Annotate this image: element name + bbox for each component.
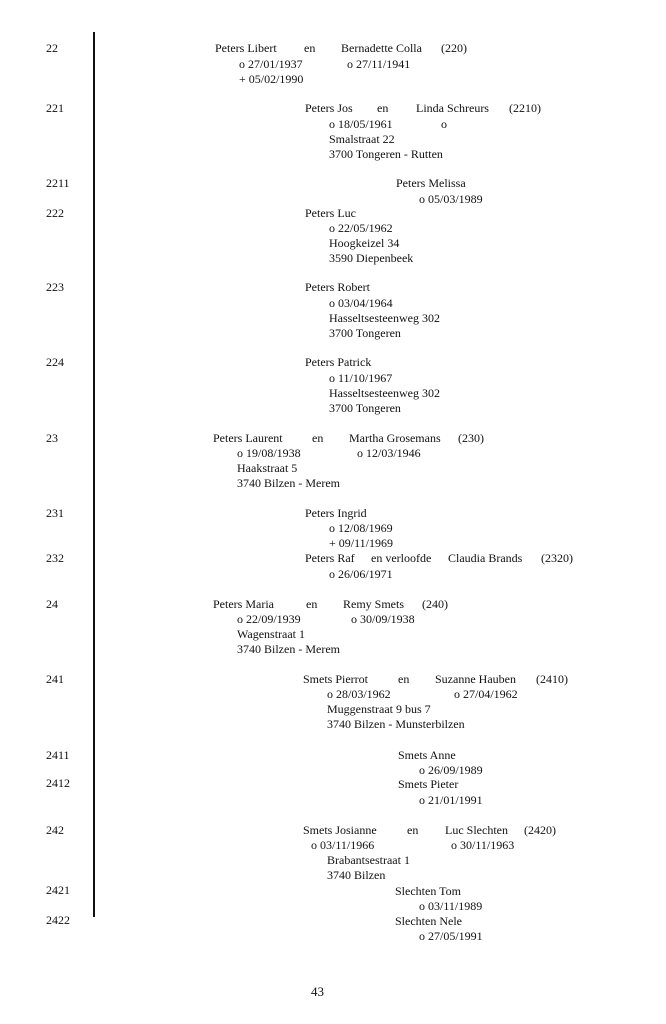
entry-code: 2411: [46, 748, 70, 762]
address-street: Smalstraat 22: [329, 132, 395, 146]
birth-date: o 05/03/1989: [419, 192, 483, 206]
partner-name: Linda Schreurs: [416, 101, 489, 115]
birth-date: o 03/11/1989: [419, 899, 483, 913]
person-name: Slechten Nele: [395, 914, 462, 928]
person-name: Peters Jos: [305, 101, 353, 115]
reference-number: (240): [422, 597, 448, 611]
address-city: 3590 Diepenbeek: [329, 251, 414, 265]
partner-name: Suzanne Hauben: [435, 672, 516, 686]
person-name: Peters Raf: [305, 551, 355, 565]
address-street: Hasseltsesteenweg 302: [329, 386, 440, 400]
birth-date: o 26/06/1971: [329, 567, 393, 581]
address-city: 3740 Bilzen - Merem: [237, 476, 340, 490]
entry-code: 24: [46, 597, 58, 611]
partner-birth-date: o 27/11/1941: [347, 57, 411, 71]
entry-code: 22: [46, 41, 58, 55]
entry-code: 242: [46, 823, 64, 837]
person-name: Smets Anne: [398, 748, 456, 762]
birth-date: o 28/03/1962: [327, 687, 391, 701]
address-street: Wagenstraat 1: [237, 627, 306, 641]
partner-birth-date: o: [441, 117, 447, 131]
conjunction: en verloofde: [371, 551, 432, 565]
person-name: Slechten Tom: [395, 884, 461, 898]
death-date: + 05/02/1990: [239, 72, 304, 86]
partner-birth-date: o 12/03/1946: [357, 446, 421, 460]
address-city: 3740 Bilzen: [327, 868, 386, 882]
entry-code: 232: [46, 551, 64, 565]
partner-birth-date: o 30/11/1963: [451, 838, 515, 852]
birth-date: o 11/10/1967: [329, 371, 393, 385]
person-name: Smets Pieter: [398, 777, 459, 791]
partner-birth-date: o 27/04/1962: [454, 687, 518, 701]
person-name: Smets Pierrot: [303, 672, 368, 686]
entry-code: 2211: [46, 176, 70, 190]
address-street: Haakstraat 5: [237, 461, 298, 475]
entry-code: 2412: [46, 776, 70, 790]
birth-date: o 21/01/1991: [419, 793, 483, 807]
birth-date: o 12/08/1969: [329, 521, 393, 535]
reference-number: (2410): [536, 672, 568, 686]
reference-number: (2420): [524, 823, 556, 837]
address-city: 3700 Tongeren - Rutten: [329, 147, 443, 161]
entry-code: 221: [46, 101, 64, 115]
birth-date: o 27/01/1937: [239, 57, 303, 71]
entry-code: 2422: [46, 913, 70, 927]
reference-number: (2210): [509, 101, 541, 115]
reference-number: (220): [441, 41, 467, 55]
vertical-rule: [93, 32, 95, 917]
birth-date: o 22/05/1962: [329, 221, 393, 235]
partner-name: Martha Grosemans: [349, 431, 441, 445]
conjunction: en: [398, 672, 410, 686]
person-name: Peters Libert: [215, 41, 277, 55]
birth-date: o 27/05/1991: [419, 929, 483, 943]
birth-date: o 03/11/1966: [311, 838, 375, 852]
page-number: 43: [311, 984, 324, 999]
person-name: Peters Laurent: [213, 431, 283, 445]
conjunction: en: [304, 41, 316, 55]
address-city: 3700 Tongeren: [329, 401, 401, 415]
entry-code: 23: [46, 431, 58, 445]
person-name: Peters Ingrid: [305, 506, 367, 520]
birth-date: o 26/09/1989: [419, 763, 483, 777]
person-name: Peters Luc: [305, 206, 356, 220]
partner-birth-date: o 30/09/1938: [351, 612, 415, 626]
entry-code: 241: [46, 672, 64, 686]
birth-date: o 03/04/1964: [329, 296, 393, 310]
address-street: Brabantsestraat 1: [327, 853, 410, 867]
reference-number: (230): [458, 431, 484, 445]
address-street: Hasseltsesteenweg 302: [329, 311, 440, 325]
entry-code: 231: [46, 506, 64, 520]
conjunction: en: [312, 431, 324, 445]
entry-code: 2421: [46, 883, 70, 897]
partner-name: Luc Slechten: [445, 823, 508, 837]
person-name: Peters Melissa: [396, 176, 466, 190]
address-street: Hoogkeizel 34: [329, 236, 400, 250]
entry-code: 224: [46, 355, 64, 369]
address-city: 3700 Tongeren: [329, 326, 401, 340]
person-name: Smets Josianne: [303, 823, 377, 837]
person-name: Peters Patrick: [305, 355, 372, 369]
conjunction: en: [306, 597, 318, 611]
death-date: + 09/11/1969: [329, 536, 393, 550]
birth-date: o 19/08/1938: [237, 446, 301, 460]
address-street: Muggenstraat 9 bus 7: [327, 702, 431, 716]
conjunction: en: [407, 823, 419, 837]
partner-name: Remy Smets: [343, 597, 405, 611]
address-city: 3740 Bilzen - Munsterbilzen: [327, 717, 465, 731]
address-city: 3740 Bilzen - Merem: [237, 642, 340, 656]
birth-date: o 22/09/1939: [237, 612, 301, 626]
person-name: Peters Robert: [305, 280, 370, 294]
conjunction: en: [377, 101, 389, 115]
partner-name: Bernadette Colla: [341, 41, 422, 55]
reference-number: (2320): [541, 551, 573, 565]
partner-name: Claudia Brands: [448, 551, 523, 565]
birth-date: o 18/05/1961: [329, 117, 393, 131]
entry-code: 223: [46, 280, 64, 294]
person-name: Peters Maria: [213, 597, 274, 611]
entry-code: 222: [46, 206, 64, 220]
